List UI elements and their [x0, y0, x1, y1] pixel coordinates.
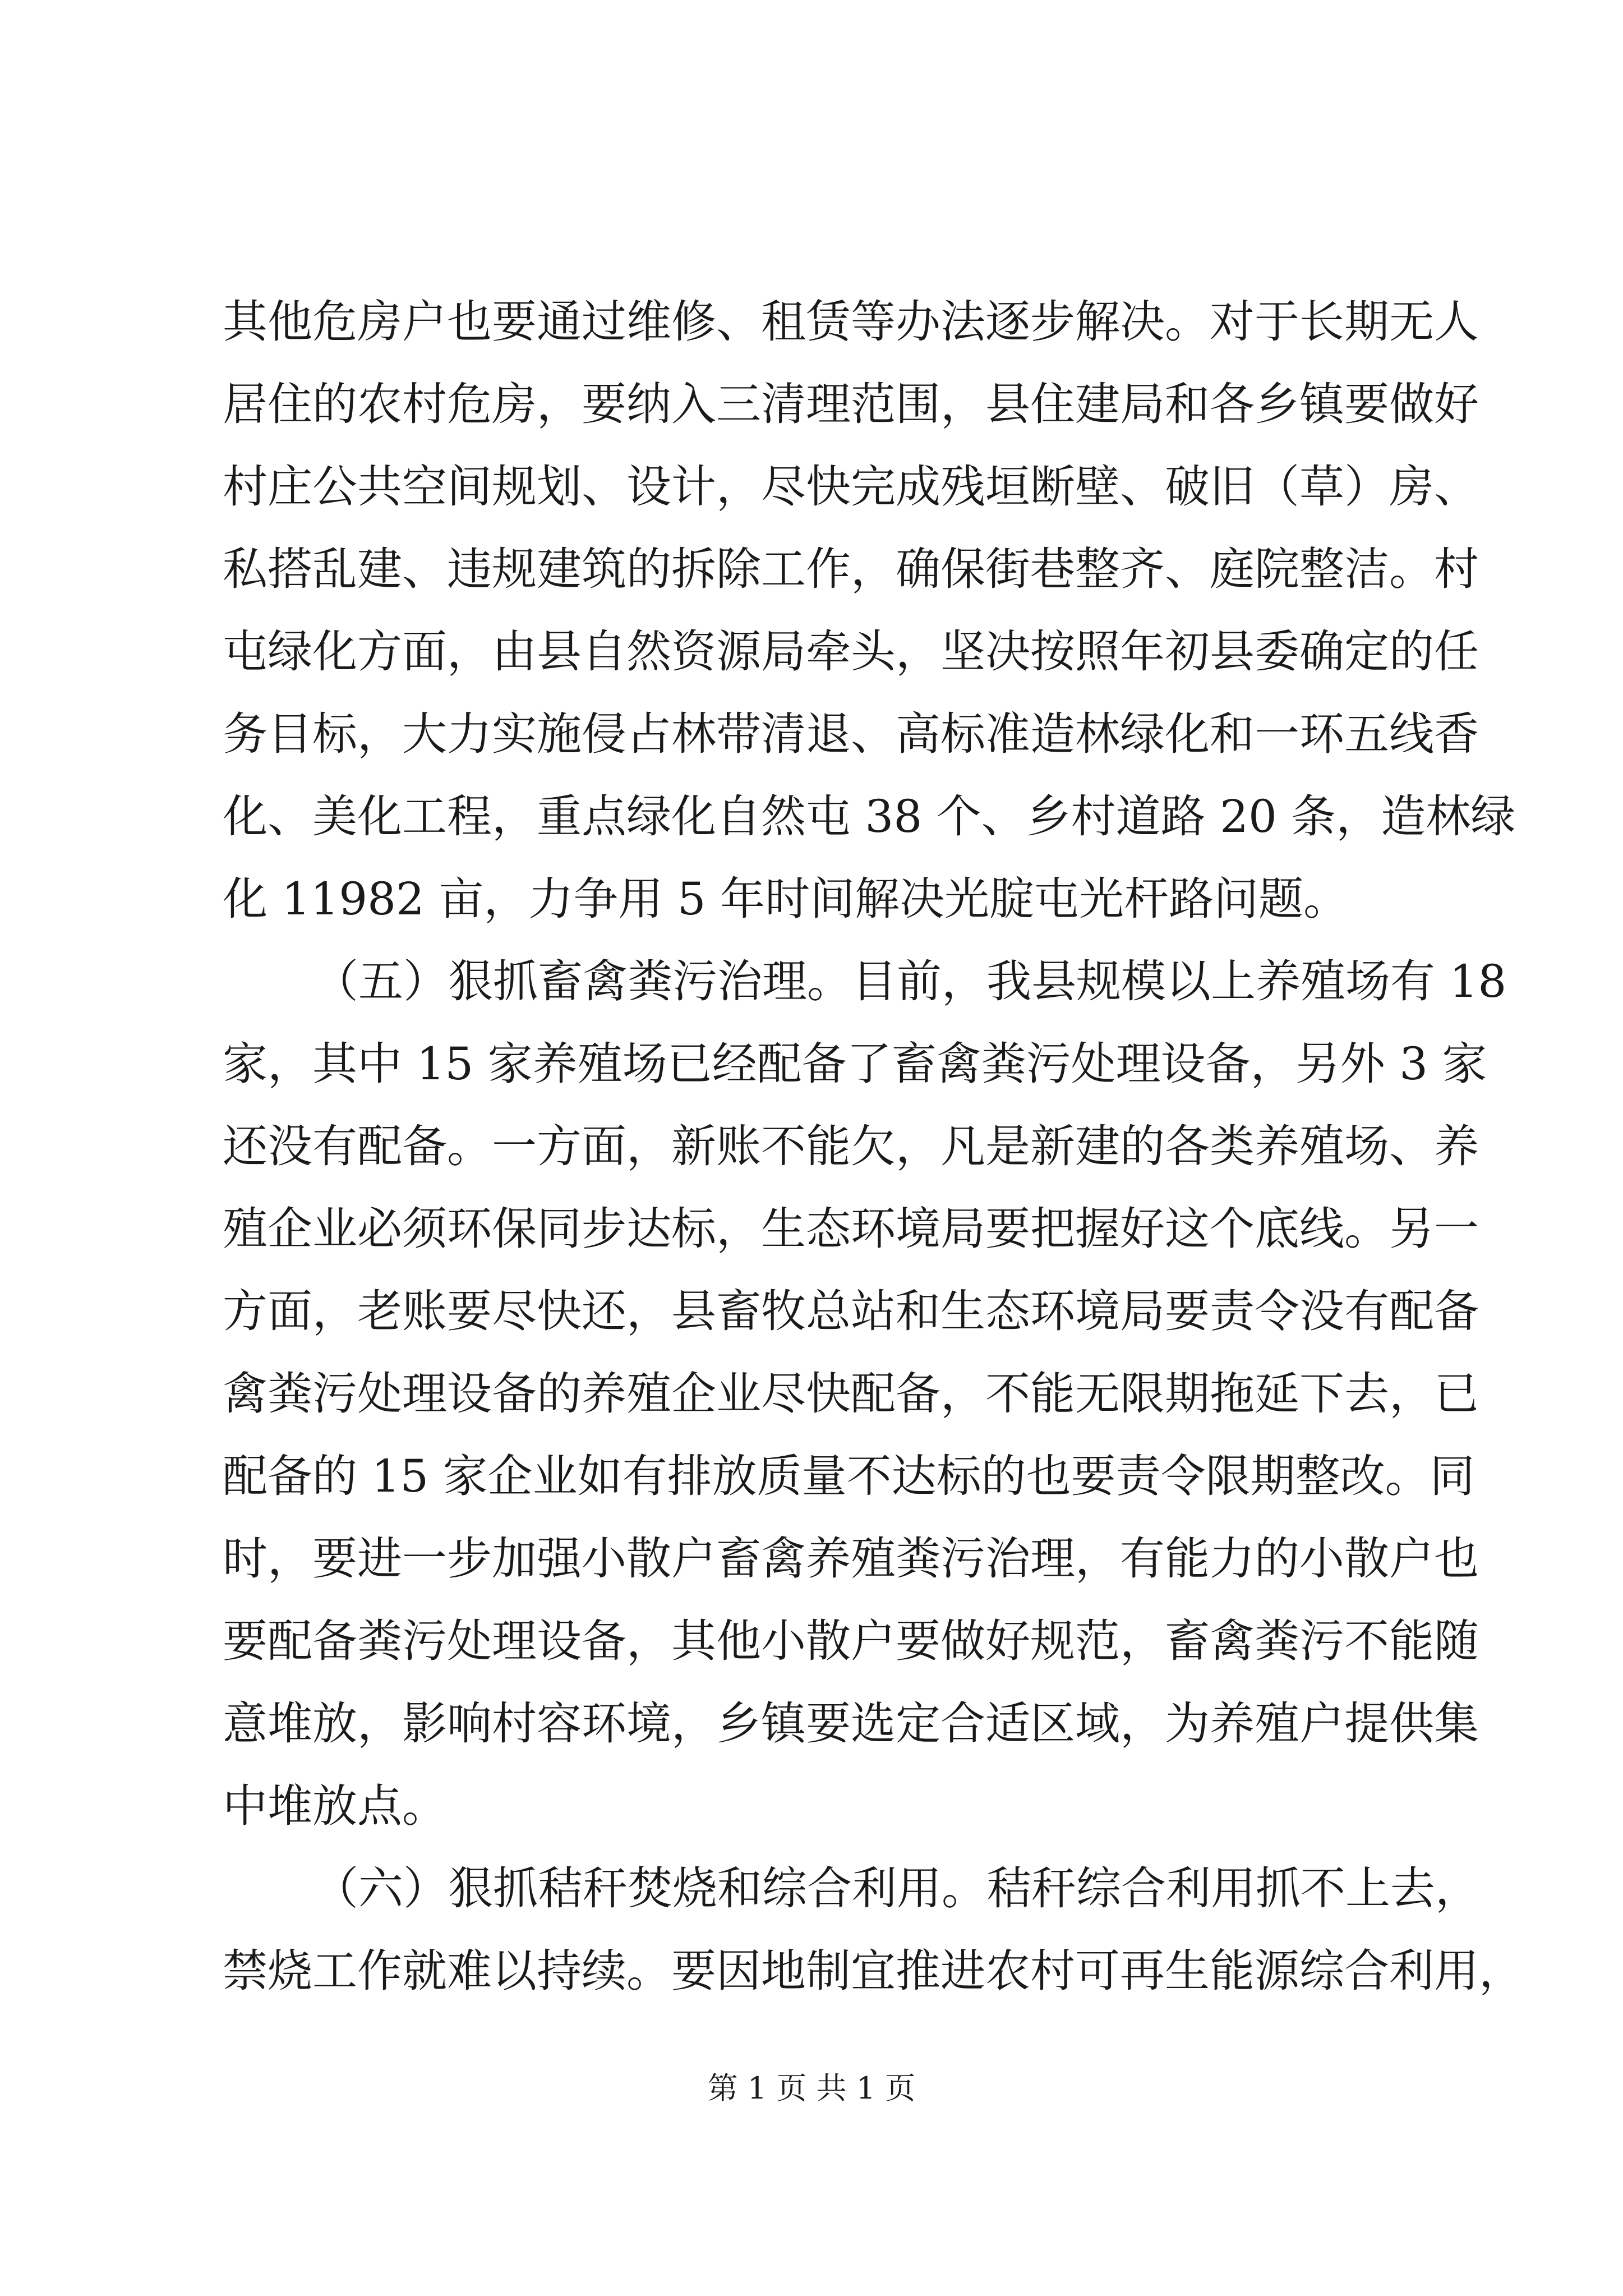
text-line: 方面，老账要尽快还，县畜牧总站和生态环境局要责令没有配备 — [223, 1285, 1479, 1337]
document-body — [223, 280, 1524, 2012]
text-line: 还没有配备。一方面，新账不能欠，凡是新建的各类养殖场、养 — [223, 1120, 1479, 1172]
text-line: （六）狠抓秸秆焚烧和综合利用。秸秆综合利用抓不上去， — [313, 1862, 1480, 1915]
text-line: 要配备粪污处理设备，其他小散户要做好规范，畜禽粪污不能随 — [223, 1615, 1479, 1667]
text-line: 禁烧工作就难以持续。要因地制宜推进农村可再生能源综合利用， — [223, 1945, 1524, 1997]
text-line: 务目标，大力实施侵占林带清退、高标准造林绿化和一环五线香 — [223, 708, 1479, 760]
text-line: 村庄公共空间规划、设计，尽快完成残垣断壁、破旧（草）房、 — [223, 461, 1479, 513]
text-line: 化 11982 亩，力争用 5 年时间解决光腚屯光杆路问题。 — [223, 873, 1349, 925]
text-line: 禽粪污处理设备的养殖企业尽快配备，不能无限期拖延下去，已 — [223, 1368, 1479, 1420]
page-footer: 第 1 页 共 1 页 — [707, 2070, 916, 2106]
text-line: 殖企业必须环保同步达标，生态环境局要把握好这个底线。另一 — [223, 1203, 1479, 1255]
text-line: 意堆放，影响村容环境，乡镇要选定合适区域，为养殖户提供集 — [223, 1697, 1479, 1750]
text-line: 居住的农村危房，要纳入三清理范围，县住建局和各乡镇要做好 — [223, 378, 1479, 430]
text-line: 屯绿化方面，由县自然资源局牵头，坚决按照年初县委确定的任 — [223, 625, 1479, 678]
text-line: 其他危房户也要通过维修、租赁等办法逐步解决。对于长期无人 — [223, 296, 1479, 348]
text-line: 配备的 15 家企业如有排放质量不达标的也要责令限期整改。同 — [223, 1450, 1475, 1502]
text-line: 家，其中 15 家养殖场已经配备了畜禽粪污处理设备，另外 3 家 — [223, 1038, 1487, 1090]
text-line: 中堆放点。 — [223, 1780, 447, 1832]
text-line: 时，要进一步加强小散户畜禽养殖粪污治理，有能力的小散户也 — [223, 1533, 1479, 1585]
text-line: 化、美化工程，重点绿化自然屯 38 个、乡村道路 20 条，造林绿 — [223, 790, 1516, 843]
text-line: （五）狠抓畜禽粪污治理。目前，我县规模以上养殖场有 18 — [313, 955, 1507, 1007]
text-line: 私搭乱建、违规建筑的拆除工作，确保街巷整齐、庭院整洁。村 — [223, 543, 1479, 595]
